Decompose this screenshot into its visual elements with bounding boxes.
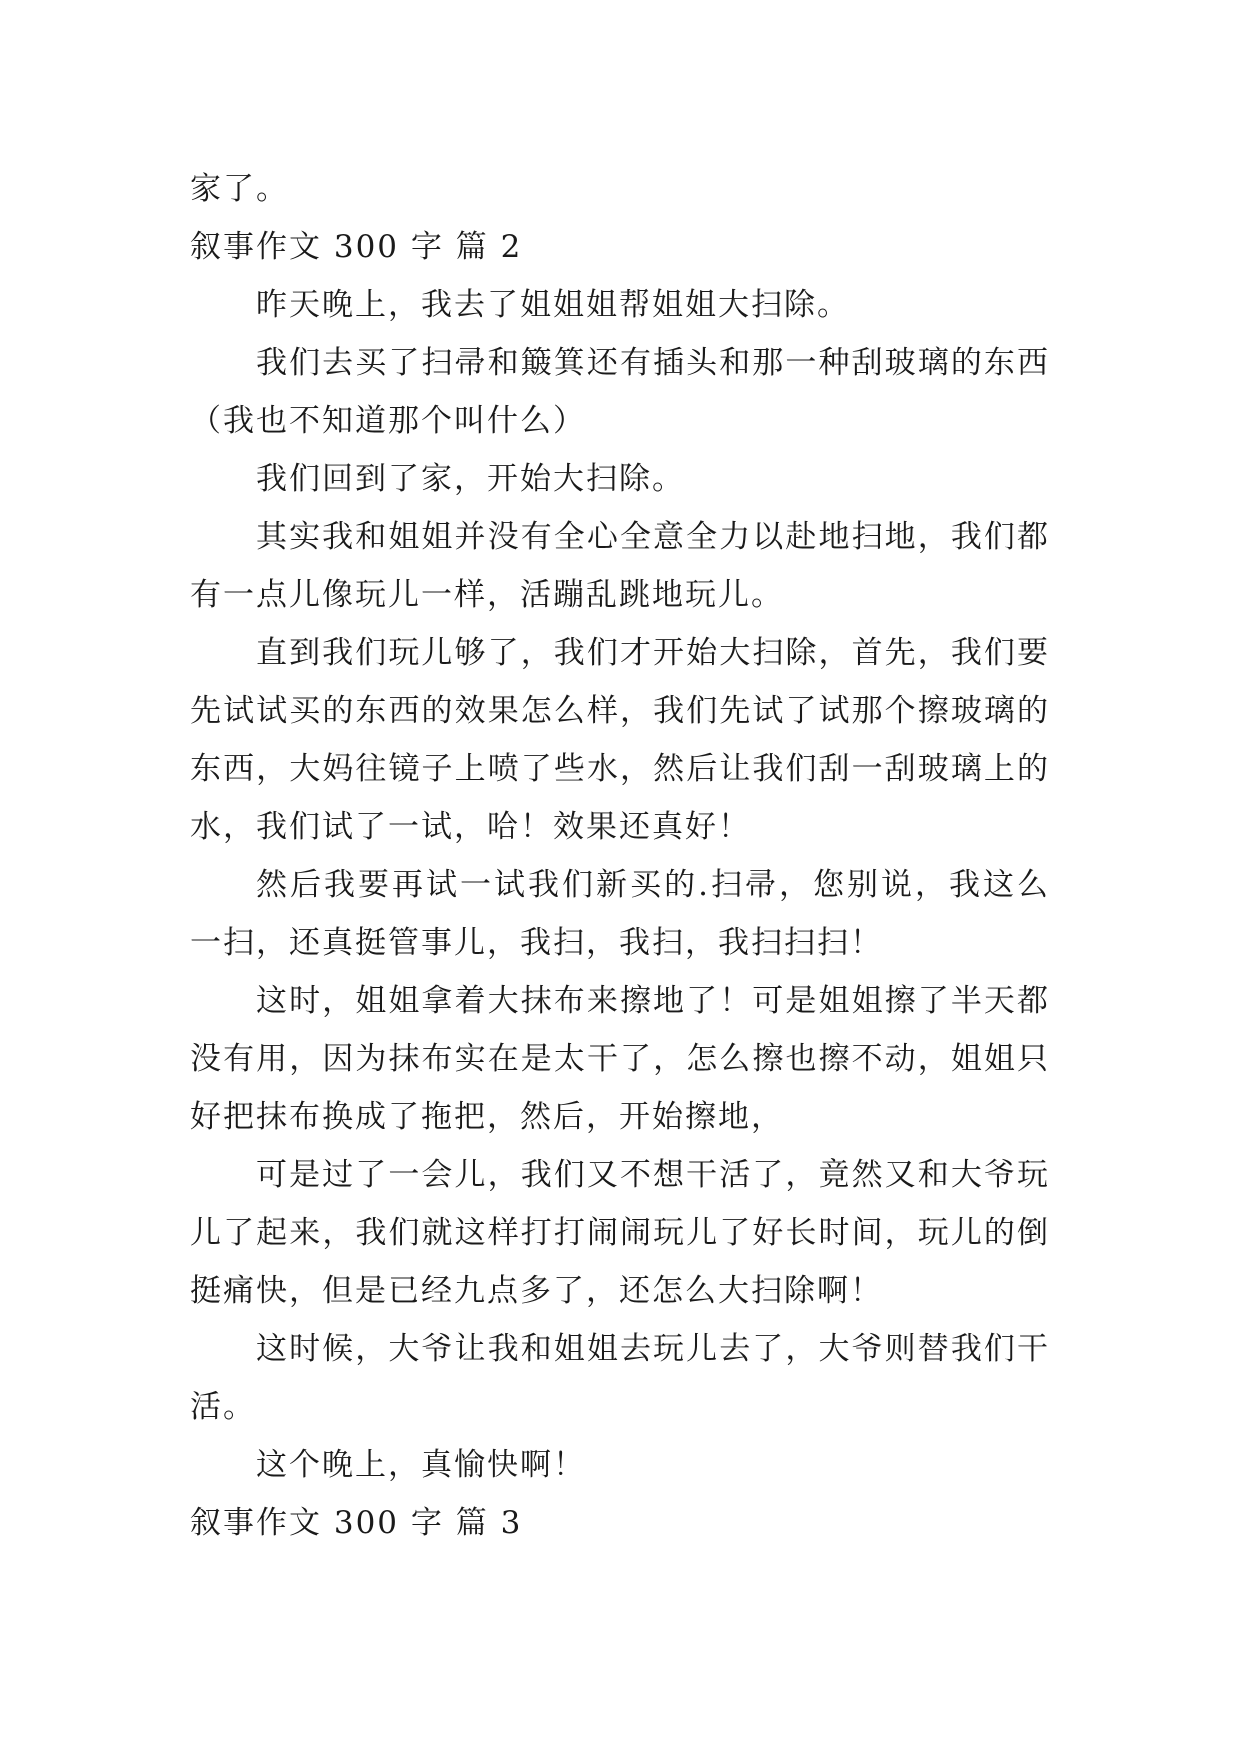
paragraph: 家了。: [190, 171, 289, 207]
paragraph: 其实我和姐姐并没有全心全意全力以赴地扫地，我们都有一点儿像玩儿一样，活蹦乱跳地玩儿。: [190, 519, 1050, 613]
paragraph: 我们回到了家，开始大扫除。: [256, 461, 685, 497]
paragraph: 可是过了一会儿，我们又不想干活了，竟然又和大爷玩儿了起来，我们就这样打打闹闹玩儿了好长时间，玩儿的倒挺痛快，但是已经九点多了，还怎么大扫除啊！: [190, 1157, 1050, 1309]
paragraph: 然后我要再试一试我们新买的.扫帚，您别说，我这么一扫，还真挺管事儿，我扫，我扫，我扫扫扫！: [190, 867, 1050, 961]
paragraph: 这个晚上，真愉快啊！: [256, 1447, 586, 1483]
document-body: [190, 160, 1050, 1552]
section-heading: 叙事作文 300 字 篇 3: [190, 1505, 523, 1541]
paragraph: 这时候，大爷让我和姐姐去玩儿去了，大爷则替我们干活。: [190, 1331, 1050, 1425]
paragraph: 直到我们玩儿够了，我们才开始大扫除，首先，我们要先试试买的东西的效果怎么样，我们先试了试那个擦玻璃的东西，大妈往镜子上喷了些水，然后让我们刮一刮玻璃上的水，我们试了一试，哈！效果还真好！: [190, 635, 1050, 845]
section-heading: 叙事作文 300 字 篇 2: [190, 229, 523, 265]
paragraph: 我们去买了扫帚和簸箕还有插头和那一种刮玻璃的东西（我也不知道那个叫什么）: [190, 345, 1050, 439]
paragraph: 这时，姐姐拿着大抹布来擦地了！可是姐姐擦了半天都没有用，因为抹布实在是太干了，怎么擦也擦不动，姐姐只好把抹布换成了拖把，然后，开始擦地，: [190, 983, 1050, 1135]
paragraph: 昨天晚上，我去了姐姐姐帮姐姐大扫除。: [256, 287, 850, 323]
